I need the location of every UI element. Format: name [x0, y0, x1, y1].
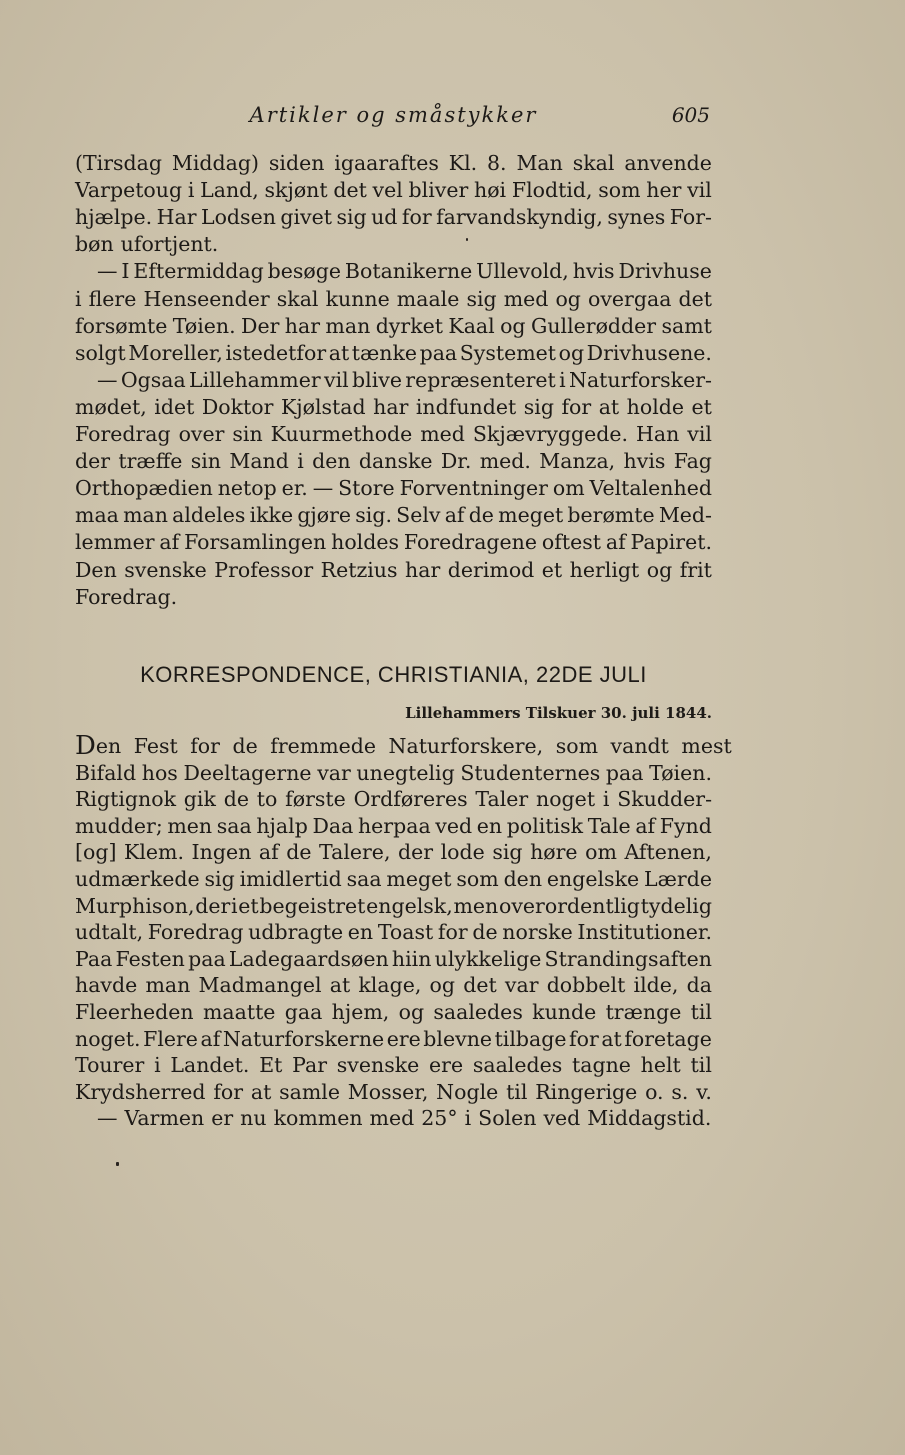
text-line: udtalt, Foredrag udbragte en Toast for de norske Institutioner. [75, 920, 712, 945]
page-header [75, 103, 712, 133]
text-line: Foredrag over sin Kuurmethode med Skjævryggede. Han vil [75, 422, 712, 446]
text-line: Paa Festen paa Ladegaardsøen hiin ulykkelige Strandingsaften [75, 946, 712, 971]
text-line: mudder; men saa hjalp Daa herpaa ved en politisk Tale af Fynd [75, 813, 712, 838]
text-line: udmærkede sig imidlertid saa meget som den engelske Lærde [75, 867, 712, 891]
text-line: solgt Moreller, istedetfor at tænke paa Systemet og Drivhusene. [75, 340, 712, 365]
text-line: [og] Klem. Ingen af de Talere, der lode sig høre om Aftenen, [75, 840, 712, 865]
text-line: noget. Flere af Naturforskerne ere blevne tilbage for at foretage [75, 1026, 712, 1051]
line-text: en Fest for de fremmede Naturforskere, som vandt mest [95, 734, 732, 758]
text-line [75, 731, 732, 761]
text-line: Murphison, der i et begeistret engelsk, men overordentlig tydelig [75, 893, 712, 918]
page-number: 605 [671, 103, 710, 127]
text-line: havde man Madmangel at klage, og det var dobbelt ilde, da [75, 973, 712, 998]
source-citation: Lillehammers Tilskuer 30. juli 1844. [405, 704, 712, 722]
text-line: (Tirsdag Middag) siden igaaraftes Kl. 8. Man skal anvende [75, 151, 712, 175]
text-line: lemmer af Forsamlingen holdes Foredragene oftest af Papiret. [75, 530, 712, 555]
section-heading: KORRESPONDENCE, CHRISTIANIA, 22DE JULI [140, 662, 647, 687]
text-line: maa man aldeles ikke gjøre sig. Selv af de meget berømte Med- [75, 503, 712, 528]
text-line: Tourer i Landet. Et Par svenske ere saaledes tagne helt til [75, 1053, 712, 1078]
text-line: mødet, idet Doktor Kjølstad har indfundet sig for at holde et [75, 394, 712, 419]
text-line: — Ogsaa Lillehammer vil blive repræsenteret i Naturforsker- [97, 367, 712, 392]
text-line: Foredrag. [75, 584, 178, 609]
text-line: bøn ufortjent. [75, 232, 219, 257]
drop-cap: D [75, 731, 96, 761]
ink-speck [116, 1162, 119, 1166]
text-line: Bifald hos Deeltagerne var unegtelig Studenternes paa Tøien. [75, 760, 712, 785]
text-line: der træffe sin Mand i den danske Dr. med. Manza, hvis Fag [75, 449, 712, 474]
text-line: hjælpe. Har Lodsen givet sig ud for farvandskyndig, synes For- [75, 205, 712, 230]
text-line: Rigtignok gik de to første Ordføreres Taler noget i Skudder- [75, 787, 712, 812]
ink-speck [466, 238, 468, 241]
running-title: Artikler og småstykker [249, 103, 538, 127]
text-line: Fleerheden maatte gaa hjem, og saaledes kunde trænge til [75, 1000, 712, 1024]
text-line: Den svenske Professor Retzius har derimod et herligt og frit [75, 557, 712, 582]
text-line: forsømte Tøien. Der har man dyrket Kaal og Gullerødder samt [75, 313, 712, 338]
text-line: — Varmen er nu kommen med 25° i Solen ved Middagstid. [97, 1106, 712, 1131]
text-line: Varpetoug i Land, skjønt det vel bliver høi Flodtid, som her vil [75, 178, 712, 203]
text-line: — I Eftermiddag besøge Botanikerne Ullevold, hvis Drivhuse [97, 259, 712, 284]
text-line: i flere Henseender skal kunne maale sig med og overgaa det [75, 286, 712, 311]
text-line: Orthopædien netop er. — Store Forventninger om Veltalenhed [75, 476, 712, 501]
text-line: Krydsherred for at samle Mosser, Nogle til Ringerige o. s. v. [75, 1079, 712, 1104]
